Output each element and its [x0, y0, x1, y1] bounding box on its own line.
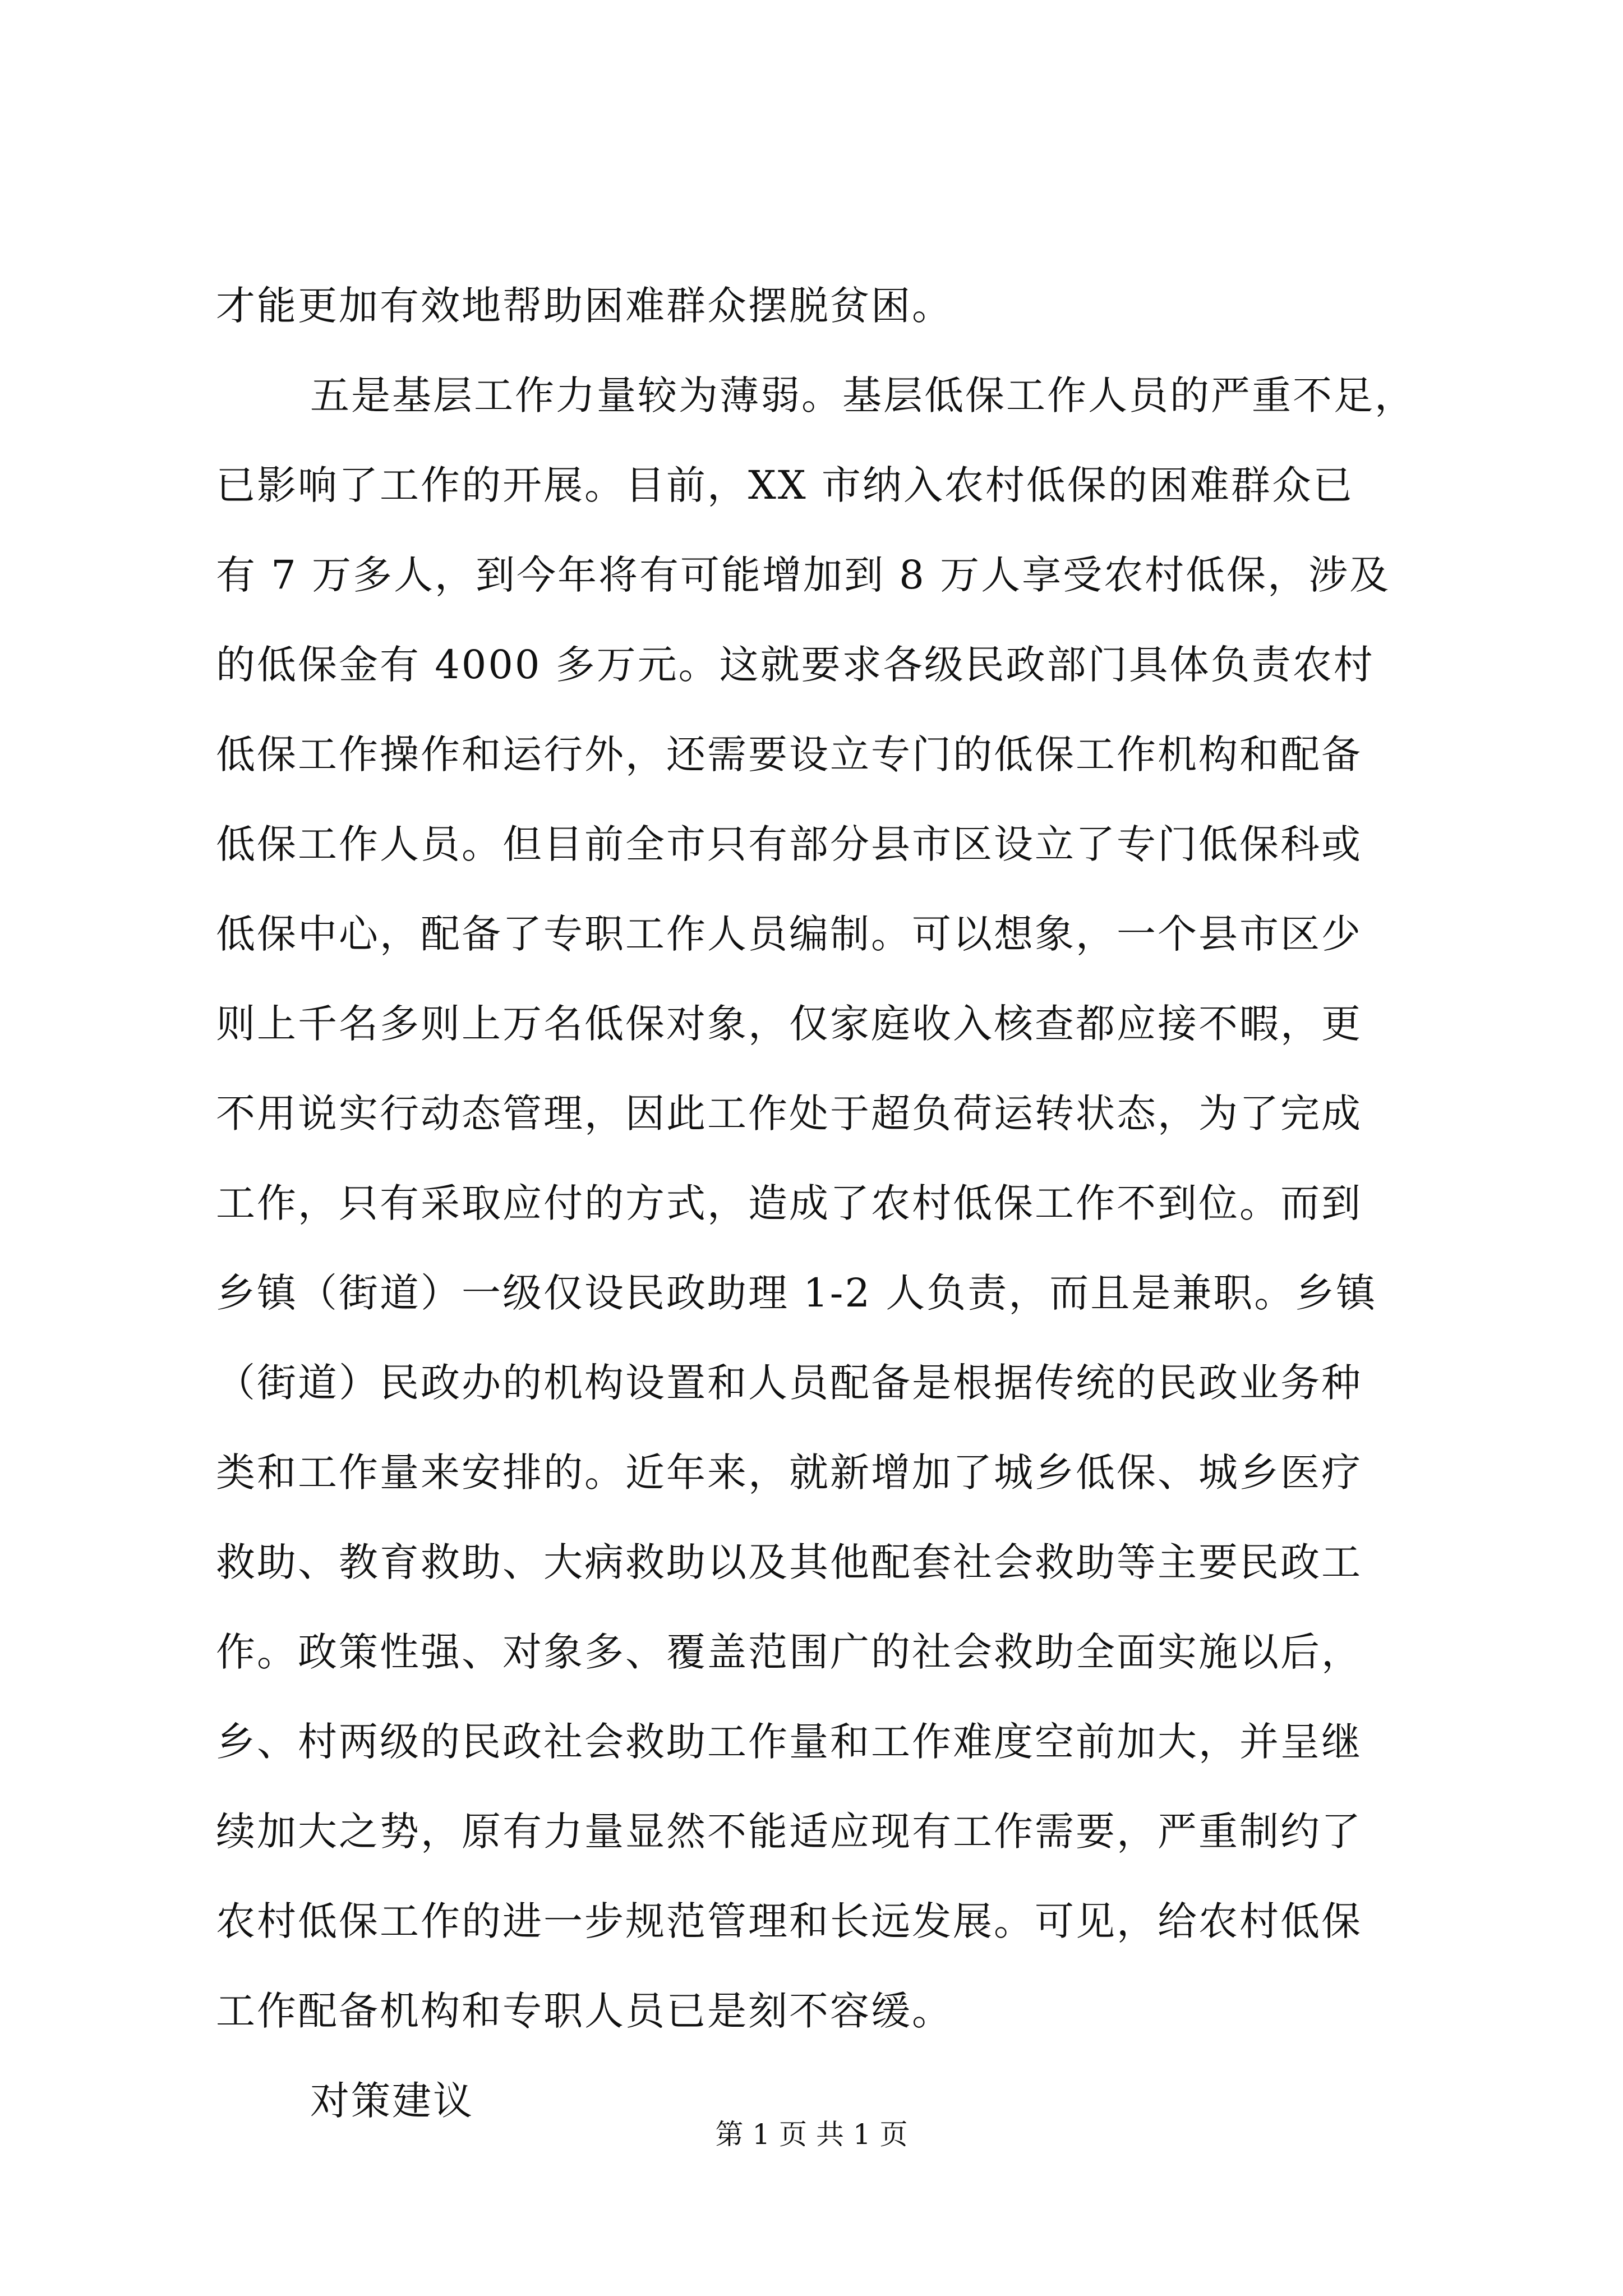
- text-line: 才能更加有效地帮助困难群众摆脱贫困。: [216, 283, 953, 329]
- page-number-footer: 第 1 页 共 1 页: [715, 2118, 908, 2151]
- text-line: 的低保金有 4000 多万元。这就要求各级民政部门具体负责农村: [216, 642, 1375, 688]
- text-line: 五是基层工作力量较为薄弱。基层低保工作人员的严重不足，: [310, 372, 1415, 418]
- text-line: 工作，只有采取应付的方式，造成了农村低保工作不到位。而到: [216, 1180, 1362, 1226]
- text-line: 已影响了工作的开展。目前，XX 市纳入农村低保的困难群众已: [216, 462, 1354, 508]
- text-line: 农村低保工作的进一步规范管理和长远发展。可见，给农村低保: [216, 1898, 1362, 1944]
- text-line: 低保工作人员。但目前全市只有部分县市区设立了专门低保科或: [216, 821, 1362, 867]
- text-line: 救助、教育救助、大病救助以及其他配套社会救助等主要民政工: [216, 1539, 1362, 1585]
- section-heading: 对策建议: [310, 2078, 474, 2124]
- text-line: 工作配备机构和专职人员已是刻不容缓。: [216, 1988, 953, 2034]
- text-line: 乡镇（街道）一级仅设民政助理 1-2 人负责，而且是兼职。乡镇: [216, 1270, 1377, 1316]
- text-line: （街道）民政办的机构设置和人员配备是根据传统的民政业务种: [216, 1360, 1362, 1406]
- text-line: 类和工作量来安排的。近年来，就新增加了城乡低保、城乡医疗: [216, 1450, 1362, 1496]
- text-line: 有 7 万多人，到今年将有可能增加到 8 万人享受农村低保，涉及: [216, 552, 1391, 598]
- text-line: 则上千名多则上万名低保对象，仅家庭收入核查都应接不暇，更: [216, 1001, 1362, 1047]
- text-line: 低保工作操作和运行外，还需要设立专门的低保工作机构和配备: [216, 731, 1362, 777]
- text-line: 乡、村两级的民政社会救助工作量和工作难度空前加大，并呈继: [216, 1719, 1362, 1765]
- text-line: 低保中心，配备了专职工作人员编制。可以想象，一个县市区少: [216, 911, 1362, 957]
- text-line: 续加大之势，原有力量显然不能适应现有工作需要，严重制约了: [216, 1809, 1362, 1855]
- text-line: 不用说实行动态管理，因此工作处于超负荷运转状态，为了完成: [216, 1091, 1362, 1137]
- text-line: 作。政策性强、对象多、覆盖范围广的社会救助全面实施以后，: [216, 1629, 1362, 1675]
